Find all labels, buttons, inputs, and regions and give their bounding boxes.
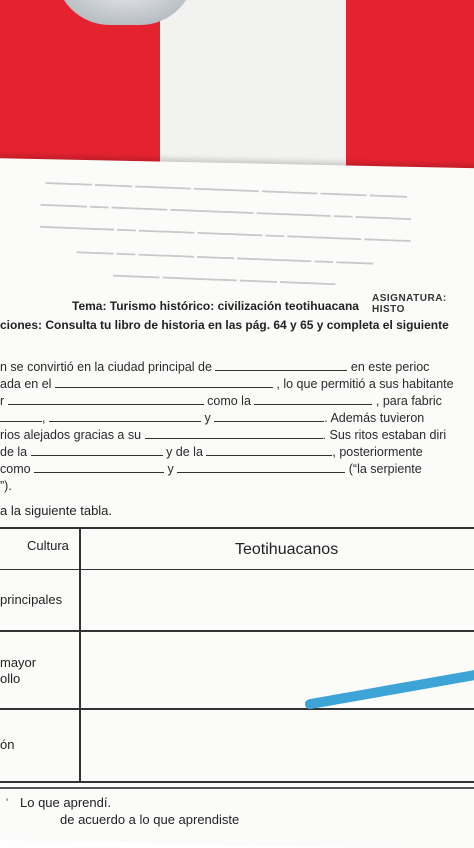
answer-blank[interactable] [8,394,204,405]
table-border [0,708,474,710]
paragraph-text: . Sus ritos estaban diri [322,428,447,442]
section-divider [0,787,474,789]
paragraph-text: ada en el [0,377,52,391]
table-border [0,630,474,632]
row-label: mayor [0,655,37,670]
bleed-through-text: ▁▁▁▁ ▁▁▁▁▁ ▁▁▁▁▁▁ ▁▁▁▁▁▁▁ ▁▁▁▁▁▁ ▁▁▁▁ ▁▁▁▁▁ [45,170,408,198]
subject-label: ASIGNATURA: HISTO [372,293,447,315]
footer-cut-text: de acuerdo a lo que aprendiste [60,812,240,827]
paragraph-text: n se convirtió en la ciudad principal de [0,360,212,374]
paragraph-text: , para fabric [375,394,442,408]
instructions: ciones: Consulta tu libro de historia en las pág. 64 y 65 y completa el siguiente [0,318,449,332]
paragraph-text: y [167,462,174,476]
answer-cell[interactable] [82,633,474,706]
paragraph-text: , posteriormente [332,445,423,459]
answer-blank[interactable] [206,445,332,456]
topic-title: Tema: Turismo histórico: civilización teotihuacana [72,299,359,313]
culture-table [0,527,474,783]
table-border [79,527,81,783]
bleed-through-text: ▁▁▁▁▁▁ ▁▁ ▁▁▁▁▁▁▁▁ ▁▁▁▁▁▁▁▁▁ ▁▁▁▁▁▁ ▁▁ ▁▁▁▁▁ [40,191,412,221]
paragraph-text: . Además tuvieron [324,411,425,425]
paragraph-text: rios alejados gracias a su [0,428,142,442]
answer-blank[interactable] [49,411,201,422]
bleed-through-text: ▁▁▁▁▁ ▁▁▁▁▁▁▁▁ ▁▁ ▁▁▁▁▁▁▁ ▁▁▁▁▁▁ ▁▁ ▁▁▁▁▁▁▁▁ [40,213,412,243]
answer-blank[interactable] [214,411,324,422]
paragraph-line [0,377,454,391]
answer-cell[interactable] [82,572,474,628]
paragraph-text: , [42,411,46,425]
paragraph-text: y de la [166,445,203,459]
answer-blank[interactable] [31,445,163,456]
answer-blank[interactable] [254,394,372,405]
paragraph-line [0,360,429,374]
answer-blank[interactable] [0,411,42,422]
paragraph-line [0,479,12,493]
answer-blank[interactable] [145,428,323,439]
table-border [0,569,474,570]
paragraph-text: (“la serpiente [348,462,422,476]
apostrophe-mark: ' [6,797,9,809]
paragraph-line [0,394,442,408]
answer-cell[interactable] [82,711,474,779]
row-label: ollo [0,671,21,686]
header-cultura: Cultura [27,538,69,553]
paragraph-line [0,445,423,459]
paragraph-text: , lo que permitió a sus habitante [276,377,454,391]
table-instructions: a la siguiente tabla. [0,503,113,518]
paragraph-text: y [204,411,211,425]
bleed-through-text: ▁▁▁▁▁▁ ▁▁▁▁ ▁▁▁▁▁▁▁▁ ▁▁▁▁▁ [113,262,336,286]
answer-blank[interactable] [55,377,273,388]
paragraph-text: como [0,462,31,476]
table-border [0,781,474,783]
answer-blank[interactable] [177,462,345,473]
paragraph-text: de la [0,445,28,459]
paragraph-text: ”). [0,479,12,493]
table-border [0,527,474,529]
footer-title: Lo que aprendí. [20,795,112,810]
row-label: ón [0,737,15,752]
answer-blank[interactable] [215,360,347,371]
answer-blank[interactable] [34,462,164,473]
header-teotihuacanos: Teotihuacanos [235,541,339,558]
paragraph-line [0,428,446,442]
row-label: principales [0,592,63,607]
paragraph-text: como la [207,394,251,408]
bleed-through-text: ▁▁▁▁ ▁▁ ▁▁▁▁▁▁▁▁ ▁▁▁▁ ▁▁▁▁▁▁ ▁▁ ▁▁▁▁ [76,239,374,265]
paragraph-line [0,462,422,476]
paragraph-line [0,411,424,425]
paragraph-text: r [0,394,5,408]
paragraph-text: en este perioc [350,360,430,374]
